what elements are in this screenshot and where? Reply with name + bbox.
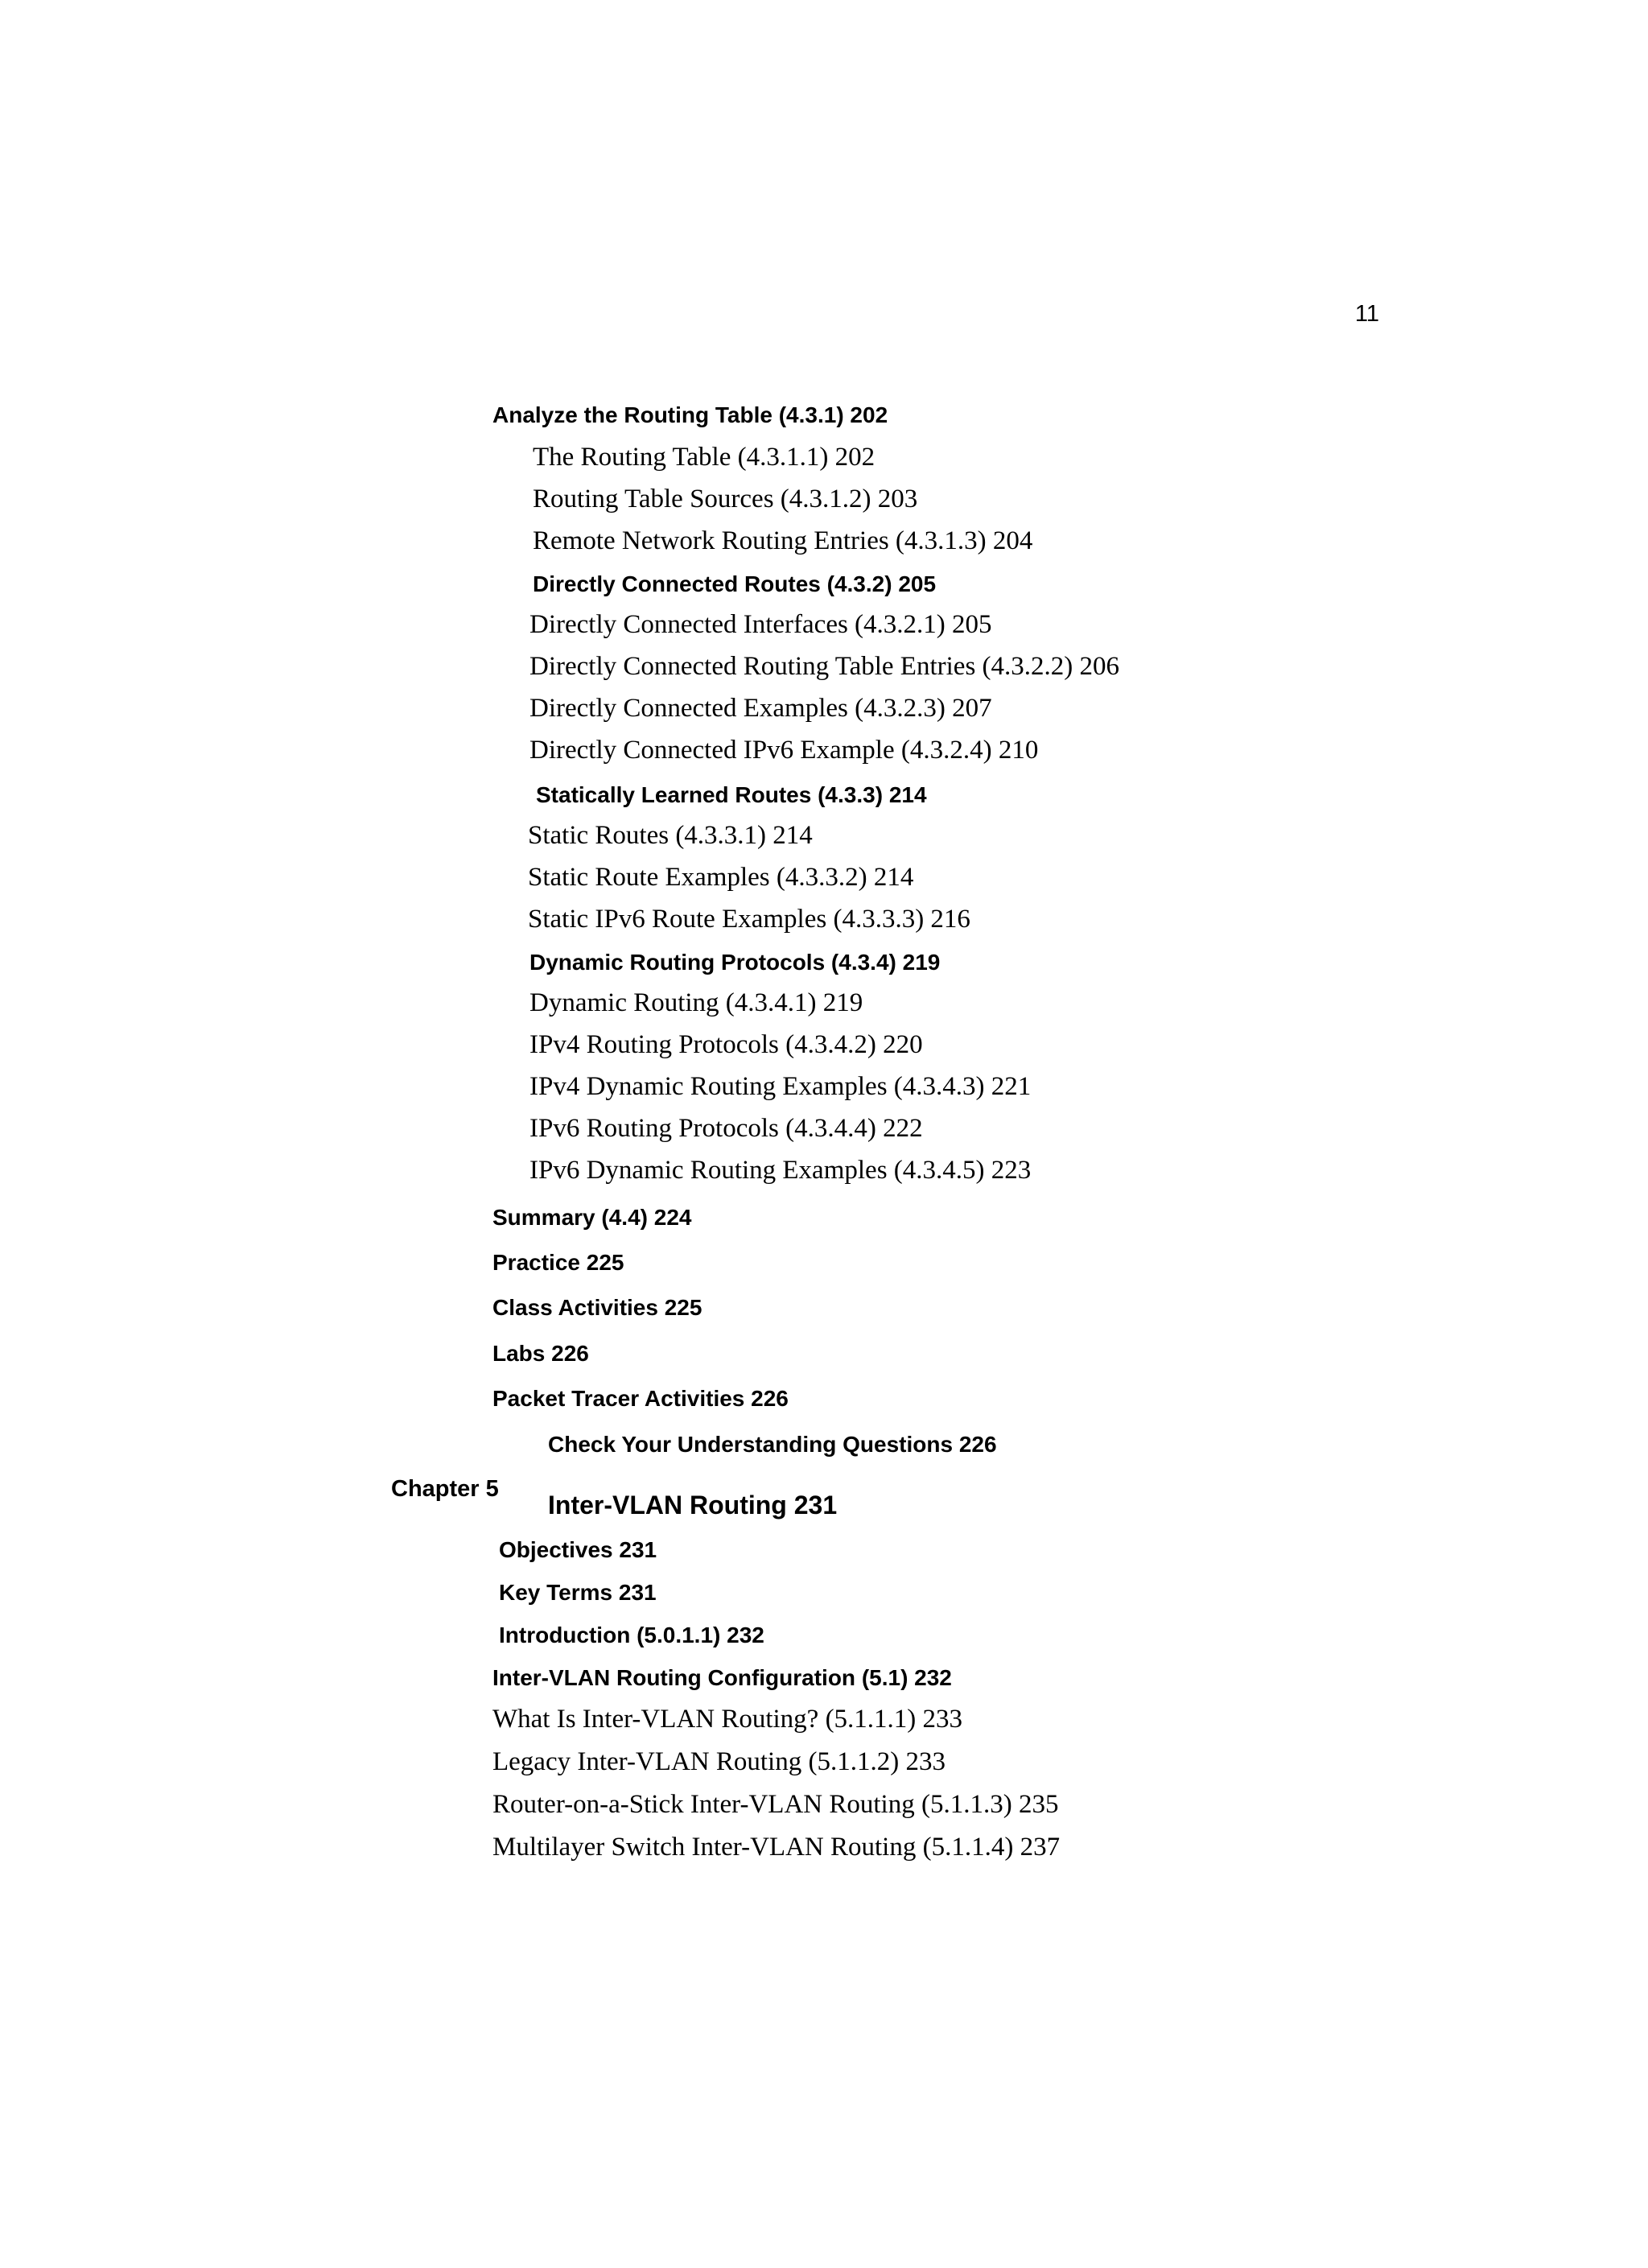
chapter-title: Inter-VLAN Routing 231: [548, 1491, 838, 1520]
chapter-label: Chapter 5: [391, 1476, 499, 1502]
toc-entry: Directly Connected IPv6 Example (4.3.2.4) 210: [529, 736, 1039, 765]
toc-entry: Remote Network Routing Entries (4.3.1.3) 204: [533, 526, 1033, 555]
toc-entry: What Is Inter-VLAN Routing? (5.1.1.1) 233: [492, 1705, 963, 1734]
toc-section-heading: Class Activities 225: [492, 1295, 702, 1320]
toc-section-heading: Key Terms 231: [499, 1580, 657, 1605]
toc-section-heading: Summary (4.4) 224: [492, 1205, 692, 1230]
toc-entry: Multilayer Switch Inter-VLAN Routing (5.1.1.4) 237: [492, 1833, 1061, 1862]
toc-entry: Routing Table Sources (4.3.1.2) 203: [533, 485, 918, 513]
toc-section-heading: Inter-VLAN Routing Configuration (5.1) 232: [492, 1665, 952, 1690]
toc-subsection-heading: Dynamic Routing Protocols (4.3.4) 219: [529, 950, 941, 975]
toc-subsection-heading: Statically Learned Routes (4.3.3) 214: [536, 782, 927, 807]
toc-section-heading: Introduction (5.0.1.1) 232: [499, 1623, 764, 1647]
toc-entry: IPv4 Dynamic Routing Examples (4.3.4.3) 221: [529, 1072, 1032, 1101]
toc-entry: IPv6 Dynamic Routing Examples (4.3.4.5) 223: [529, 1156, 1032, 1185]
page-number: 11: [1354, 301, 1379, 327]
toc-entry: Static Route Examples (4.3.3.2) 214: [528, 863, 914, 892]
toc-entry: Dynamic Routing (4.3.4.1) 219: [529, 988, 863, 1017]
toc-entry: Legacy Inter-VLAN Routing (5.1.1.2) 233: [492, 1747, 946, 1776]
toc-section-heading: Practice 225: [492, 1250, 624, 1275]
toc-section-heading: Packet Tracer Activities 226: [492, 1386, 789, 1411]
toc-entry: Static IPv6 Route Examples (4.3.3.3) 216: [528, 905, 970, 934]
toc-entry: IPv4 Routing Protocols (4.3.4.2) 220: [529, 1030, 923, 1059]
toc-entry: Directly Connected Routing Table Entries (4.3.2.2) 206: [529, 652, 1120, 681]
toc-section-heading: Check Your Understanding Questions 226: [548, 1432, 997, 1457]
toc-entry: Static Routes (4.3.3.1) 214: [528, 821, 813, 850]
toc-section-heading: Analyze the Routing Table (4.3.1) 202: [492, 402, 888, 427]
toc-entry: The Routing Table (4.3.1.1) 202: [533, 443, 876, 472]
toc-entry: Router-on-a-Stick Inter-VLAN Routing (5.1.1.3) 235: [492, 1790, 1059, 1819]
toc-section-heading: Objectives 231: [499, 1537, 657, 1562]
toc-subsection-heading: Directly Connected Routes (4.3.2) 205: [533, 571, 937, 596]
toc-entry: IPv6 Routing Protocols (4.3.4.4) 222: [529, 1114, 923, 1143]
toc-entry: Directly Connected Examples (4.3.2.3) 207: [529, 694, 992, 723]
toc-entry: Directly Connected Interfaces (4.3.2.1) 205: [529, 610, 992, 639]
toc-section-heading: Labs 226: [492, 1341, 589, 1366]
